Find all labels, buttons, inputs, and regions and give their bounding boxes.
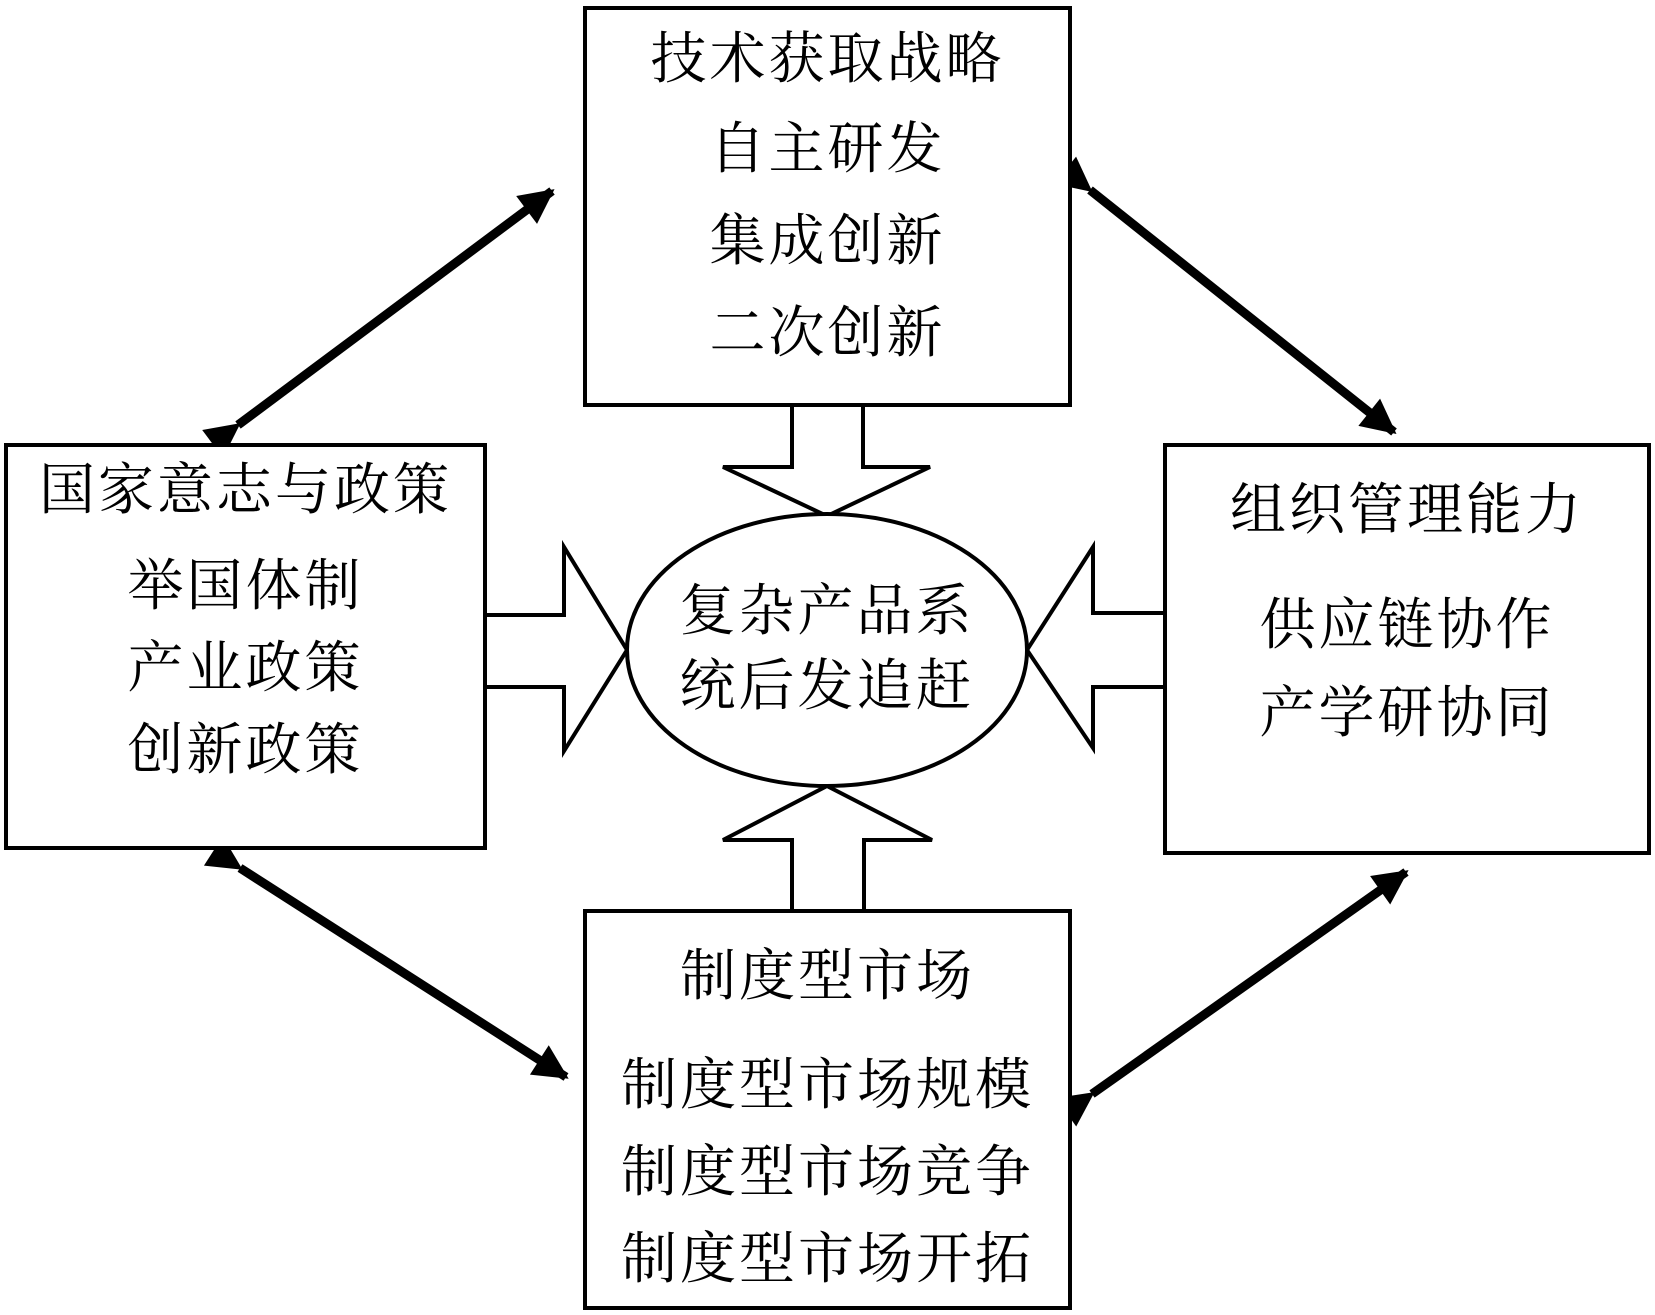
bottom-box-item: 制度型市场开拓 [621,1229,1034,1291]
right-box-organizational-capability [1163,443,1651,855]
center-ellipse-label-line2: 统后发追赶 [679,656,975,718]
center-ellipse-label-line1: 复杂产品系 [679,581,975,643]
left-box-national-policy [4,443,487,850]
double-arrow-bottom-left [240,868,566,1077]
double-arrow-bottom-right [1092,872,1406,1094]
top-box-technology-strategy [583,6,1072,407]
top-box-item: 二次创新 [709,303,946,365]
top-box-item: 自主研发 [709,119,946,181]
block-arrow-right [1027,547,1163,748]
block-arrow-top [723,407,930,516]
bottom-box-institutional-market [583,909,1072,1310]
bottom-box-item: 制度型市场规模 [621,1055,1034,1117]
center-ellipse-label [680,575,975,725]
right-box-item: 供应链协作 [1259,595,1555,657]
left-box-item: 创新政策 [127,720,364,782]
bottom-box-title: 制度型市场 [680,946,975,1008]
left-box-item: 产业政策 [127,638,364,700]
block-arrow-left [487,547,627,751]
left-box-title: 国家意志与政策 [39,460,452,522]
double-arrow-top-right [1090,190,1394,432]
right-box-item: 产学研协同 [1259,683,1555,745]
right-box-title: 组织管理能力 [1230,480,1584,542]
block-arrow-bottom [723,786,932,909]
top-box-title: 技术获取战略 [650,29,1005,91]
top-box-item: 集成创新 [709,211,946,273]
bottom-box-item: 制度型市场竞争 [621,1142,1034,1204]
double-arrow-top-left [238,191,552,425]
left-box-item: 举国体制 [127,556,364,618]
